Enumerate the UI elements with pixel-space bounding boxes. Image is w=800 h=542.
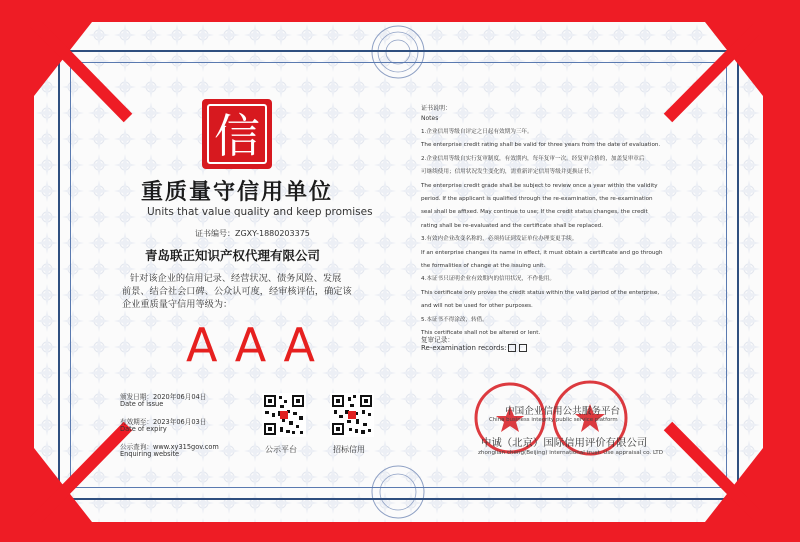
issuer-platform-en: China business integrity public service platform xyxy=(489,417,618,423)
expiry-date: 有效期至：2023年06月03日 xyxy=(120,418,207,426)
title-en: Units that value quality and keep promises xyxy=(147,206,373,218)
note-line: 1.企业信用等级自评定之日起有效期为三年。 xyxy=(421,129,533,135)
certificate-number: 证书编号：ZGXY-1880203375 xyxy=(195,229,310,238)
issuer-platform-cn: 中国企业信用公共服务平台 xyxy=(505,406,621,417)
body-line-1: 针对该企业的信用记录、经营状况、债务风险、发展 xyxy=(130,273,342,284)
note-line: This certificate only proves the credit status within the valid period of the enterprise, xyxy=(421,289,660,296)
note-line: 5.本证书不得涂改，转借。 xyxy=(421,316,488,323)
note-line: and will not be used for other purposes. xyxy=(421,303,533,310)
issuer-company-en: zhonglian cheng(Beijing) international trust. Use appraisal co. LTD xyxy=(478,450,664,456)
query-website: 公示查询：www.xy315gov.com xyxy=(120,443,219,451)
expiry-date-en: Date of expiry xyxy=(120,425,167,433)
notes-heading-cn: 证书说明： xyxy=(421,105,452,112)
title-cn: 重质量守信用单位 xyxy=(141,180,334,205)
review-box-2[interactable] xyxy=(519,344,527,352)
review-heading-cn: 复审记录： xyxy=(421,336,454,344)
note-line: 3.有效内企业改变名称的，必须持证到发证单位办理变更手续。 xyxy=(421,236,578,243)
qr-code-platform[interactable] xyxy=(262,393,306,437)
note-line: 2.企业信用等级自实行复审制度，有效期内，每年复审一次。经复审合格的，加盖复审章后 xyxy=(421,155,645,162)
note-line: The enterprise credit grade shall be subject to review once a year within the validity xyxy=(421,182,658,189)
note-line: period. If the applicant is qualified through the re-examination, the re-examination xyxy=(421,196,653,203)
body-line-2: 前景、结合社会口碑、公众认可度，经审核评估，确定该 xyxy=(122,286,352,297)
notes-list xyxy=(421,126,663,341)
note-line: rating shall be re-evaluated and the certificate shall be replaced. xyxy=(421,222,604,229)
qr-label-bidding: 招标信用 xyxy=(333,445,365,454)
notes-heading-en: Notes xyxy=(421,115,439,122)
credit-grade: AAA xyxy=(186,318,331,372)
body-line-3: 企业重质量守信用等级为： xyxy=(122,299,233,310)
review-heading-en: Re-examination records: xyxy=(421,344,507,352)
review-box-1[interactable] xyxy=(508,344,516,352)
seal-char: 信 xyxy=(214,109,260,163)
company-name: 青岛联正知识产权代理有限公司 xyxy=(145,248,321,263)
issuer-company-cn: 中诚（北京）国际信用评价有限公司 xyxy=(481,437,648,449)
issue-date-en: Date of issue xyxy=(120,400,164,408)
note-line: the formalities of change at the issuing unit. xyxy=(421,263,546,270)
qr-code-bidding[interactable] xyxy=(330,393,374,437)
note-line: If an enterprise changes its name in effect, it must obtain a certificate and go through xyxy=(421,249,663,256)
note-line: The enterprise credit rating shall be valid for three years from the date of evaluation. xyxy=(421,142,661,149)
note-line: 可继续使用；信用状况发生变化的，需重新评定信用等级并更换证书。 xyxy=(421,169,595,176)
note-line: 4.本证书只证明企业有效期内的信用状况，不作他用。 xyxy=(421,276,555,283)
xin-seal-logo xyxy=(200,97,274,171)
issue-date: 颁发日期：2020年06月04日 xyxy=(120,393,207,401)
note-line: This certificate shall not be altered or lent. xyxy=(421,330,541,337)
query-website-en: Enquiring website xyxy=(120,450,180,458)
note-line: seal shall be affixed. May continue to use; If the credit status changes, the credit xyxy=(421,209,648,216)
qr-label-platform: 公示平台 xyxy=(265,445,297,454)
